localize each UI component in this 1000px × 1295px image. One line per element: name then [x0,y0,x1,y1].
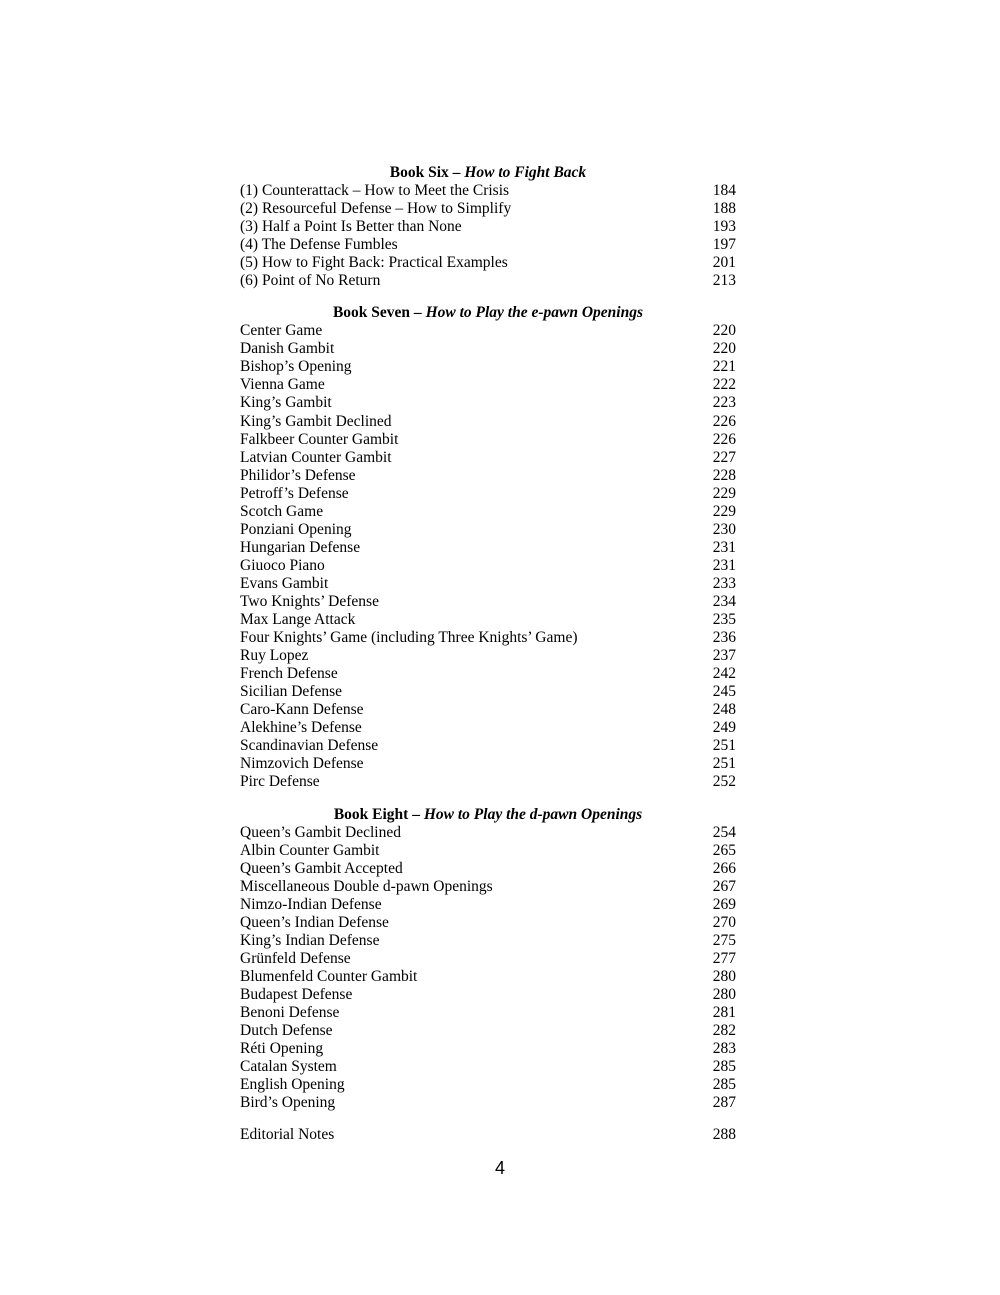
toc-entry-label: Miscellaneous Double d-pawn Openings [240,877,493,895]
toc-entry-label: Nimzo-Indian Defense [240,895,382,913]
toc-entry[interactable] [240,254,736,272]
toc-entry-label: Ruy Lopez [240,647,309,665]
toc-entry[interactable] [240,860,736,878]
toc-entry-page: 213 [712,272,736,290]
toc-entry-label: Latvian Counter Gambit [240,448,392,466]
toc-entry-label: Albin Counter Gambit [240,841,380,859]
table-of-contents [240,164,736,1144]
toc-entry-label: Ponziani Opening [240,520,352,538]
toc-entry-page: 275 [712,931,736,949]
section-gap [240,290,736,304]
section-entries-book-seven [240,322,736,791]
toc-entry-label: Bird’s Opening [240,1094,336,1112]
toc-entry[interactable] [240,431,736,449]
toc-entry-page: 197 [712,236,736,254]
toc-entry-page: 226 [712,412,736,430]
toc-entry[interactable] [240,968,736,986]
section-entries-book-six [240,182,736,290]
toc-entry[interactable] [240,200,736,218]
toc-entry-page: 229 [712,484,736,502]
toc-entry-label: Philidor’s Defense [240,466,356,484]
toc-entry-page: 249 [712,719,736,737]
toc-entry-label: Editorial Notes [240,1126,335,1144]
toc-entry-page: 227 [712,448,736,466]
toc-entry[interactable] [240,629,736,647]
toc-entry[interactable] [240,665,736,683]
toc-entry[interactable] [240,322,736,340]
toc-entry[interactable] [240,539,736,557]
toc-entry-page: 237 [712,647,736,665]
toc-entry-label: Dutch Defense [240,1022,333,1040]
section-title-sub: How to Fight Back [464,164,587,181]
toc-entry-page: 251 [712,737,736,755]
toc-entry[interactable] [240,932,736,950]
toc-entry[interactable] [240,182,736,200]
toc-entry-page: 282 [712,1022,736,1040]
toc-entry[interactable] [240,842,736,860]
toc-entry-label: Center Game [240,322,323,340]
toc-entry[interactable] [240,485,736,503]
toc-entry-page: 280 [712,985,736,1003]
toc-entry-page: 245 [712,683,736,701]
toc-entry-page: 285 [712,1076,736,1094]
toc-entry-label: Queen’s Gambit Declined [240,823,401,841]
toc-entry-page: 220 [712,340,736,358]
toc-entry-page: 283 [712,1040,736,1058]
toc-entry[interactable] [240,719,736,737]
section-title-main: Book Eight – [333,805,424,823]
toc-entry[interactable] [240,1058,736,1076]
toc-entry-page: 267 [712,877,736,895]
toc-entry-label: King’s Gambit Declined [240,412,392,430]
toc-entry[interactable] [240,358,736,376]
toc-entry[interactable] [240,1022,736,1040]
toc-entry[interactable] [240,236,736,254]
toc-entry-label: Two Knights’ Defense [240,592,379,610]
section-title-sub: How to Play the d-pawn Openings [423,805,643,823]
toc-entry-label: Vienna Game [240,376,325,394]
toc-entry[interactable] [240,986,736,1004]
toc-entry-label: Benoni Defense [240,1003,340,1021]
toc-entry-label: (4) The Defense Fumbles [240,236,398,254]
toc-entry-label: Budapest Defense [240,985,353,1003]
toc-entry-page: 252 [712,773,736,791]
toc-entry-page: 226 [712,430,736,448]
toc-entry-page: 270 [712,913,736,931]
toc-entry[interactable] [240,467,736,485]
toc-entry[interactable] [240,557,736,575]
toc-entry[interactable] [240,593,736,611]
toc-entry-label: Caro-Kann Defense [240,701,364,719]
toc-entry-label: Danish Gambit [240,340,335,358]
toc-entry-page: 266 [712,859,736,877]
section-gap [240,1112,736,1126]
toc-entry[interactable] [240,878,736,896]
toc-entry[interactable] [240,1004,736,1022]
toc-entry-label: (3) Half a Point Is Better than None [240,218,462,236]
section-heading-book-seven [240,304,736,322]
toc-entry-label: (1) Counterattack – How to Meet the Crisis [240,182,510,199]
toc-entry-label: King’s Gambit [240,394,332,412]
toc-entry-page: 269 [712,895,736,913]
toc-entry[interactable] [240,824,736,842]
toc-entry[interactable] [240,340,736,358]
toc-entry[interactable] [240,755,736,773]
toc-entry-label: Falkbeer Counter Gambit [240,430,399,448]
toc-entry[interactable] [240,647,736,665]
toc-entry-page: 254 [712,823,736,841]
toc-entry-page: 287 [712,1094,736,1112]
toc-entry[interactable] [240,575,736,593]
toc-entry-page: 265 [712,841,736,859]
toc-entry-label: French Defense [240,665,338,683]
section-title-main: Book Six – [389,164,465,181]
section-gap [240,792,736,806]
toc-entry[interactable] [240,218,736,236]
toc-entry-label: Hungarian Defense [240,538,361,556]
toc-entry-page: 228 [712,466,736,484]
toc-entry-label: King’s Indian Defense [240,931,380,949]
toc-entry[interactable] [240,376,736,394]
toc-entry-label: Catalan System [240,1058,337,1076]
toc-entry-label: (6) Point of No Return [240,272,381,290]
toc-entry-label: Bishop’s Opening [240,358,352,376]
section-title-sub: How to Play the e-pawn Openings [425,304,644,322]
toc-entry-label: (2) Resourceful Defense – How to Simplify [240,200,512,218]
toc-entry[interactable] [240,272,736,290]
toc-entry[interactable] [240,413,736,431]
toc-entry-page: 236 [712,629,736,647]
toc-entry[interactable] [240,896,736,914]
toc-entry-page: 230 [712,520,736,538]
toc-entry-page: 229 [712,502,736,520]
toc-entry-label: Max Lange Attack [240,611,356,629]
section-heading-book-eight [240,806,736,824]
toc-entry-label: Nimzovich Defense [240,755,364,773]
toc-entry-label: Pirc Defense [240,773,320,791]
toc-entry-page: 220 [712,322,736,340]
toc-entry-label: Evans Gambit [240,574,329,592]
toc-entry-page: 242 [712,665,736,683]
toc-entry-page: 288 [712,1126,736,1144]
toc-entry-page: 280 [712,967,736,985]
toc-entry-label: English Opening [240,1076,345,1094]
toc-entry[interactable] [240,503,736,521]
toc-entry[interactable] [240,521,736,539]
toc-entry-page: 231 [712,538,736,556]
toc-entry-label: Grünfeld Defense [240,949,351,967]
toc-entry-page: 223 [712,394,736,412]
toc-entry[interactable] [240,611,736,629]
toc-entry-page: 235 [712,611,736,629]
toc-entry[interactable] [240,773,736,791]
toc-entry-label: Four Knights’ Game (including Three Knights’ Game) [240,629,578,647]
toc-entry-page: 184 [712,182,736,199]
toc-entry-page: 231 [712,556,736,574]
toc-entry-label: Sicilian Defense [240,683,343,701]
toc-entry-label: Réti Opening [240,1040,324,1058]
toc-entry-page: 222 [712,376,736,394]
toc-entry[interactable] [240,1094,736,1112]
toc-entry-label: Petroff’s Defense [240,484,349,502]
toc-entry-page: 281 [712,1003,736,1021]
toc-entry-label: Giuoco Piano [240,556,325,574]
toc-entry[interactable] [240,914,736,932]
toc-entry-page: 188 [712,200,736,218]
section-heading-book-six [240,164,736,182]
toc-entry[interactable] [240,701,736,719]
toc-entry[interactable] [240,737,736,755]
toc-entry[interactable] [240,394,736,412]
toc-entry-page: 221 [712,358,736,376]
toc-entry[interactable] [240,1076,736,1094]
page-number: 4 [494,1158,505,1178]
section-entries-book-eight [240,824,736,1113]
toc-entry-page: 277 [712,949,736,967]
toc-entry-label: Alekhine’s Defense [240,719,362,737]
toc-entry[interactable] [240,1040,736,1058]
toc-entry[interactable] [240,449,736,467]
toc-entry-page: 233 [712,574,736,592]
toc-entry-label: Scotch Game [240,502,324,520]
toc-entry-label: (5) How to Fight Back: Practical Examples [240,254,508,272]
toc-entry-page: 201 [712,254,736,272]
toc-entry-page: 234 [712,592,736,610]
toc-entry[interactable] [240,950,736,968]
toc-entry-label: Queen’s Gambit Accepted [240,859,403,877]
toc-entry-label: Blumenfeld Counter Gambit [240,967,418,985]
toc-entry-label: Scandinavian Defense [240,737,379,755]
toc-entry-page: 248 [712,701,736,719]
section-title-main: Book Seven – [332,304,426,322]
toc-entry-page: 251 [712,755,736,773]
toc-entry-page: 285 [712,1058,736,1076]
toc-entry[interactable] [240,683,736,701]
toc-entry-page: 193 [712,218,736,236]
toc-entry-editorial-notes[interactable] [240,1126,736,1144]
toc-entry-label: Queen’s Indian Defense [240,913,389,931]
